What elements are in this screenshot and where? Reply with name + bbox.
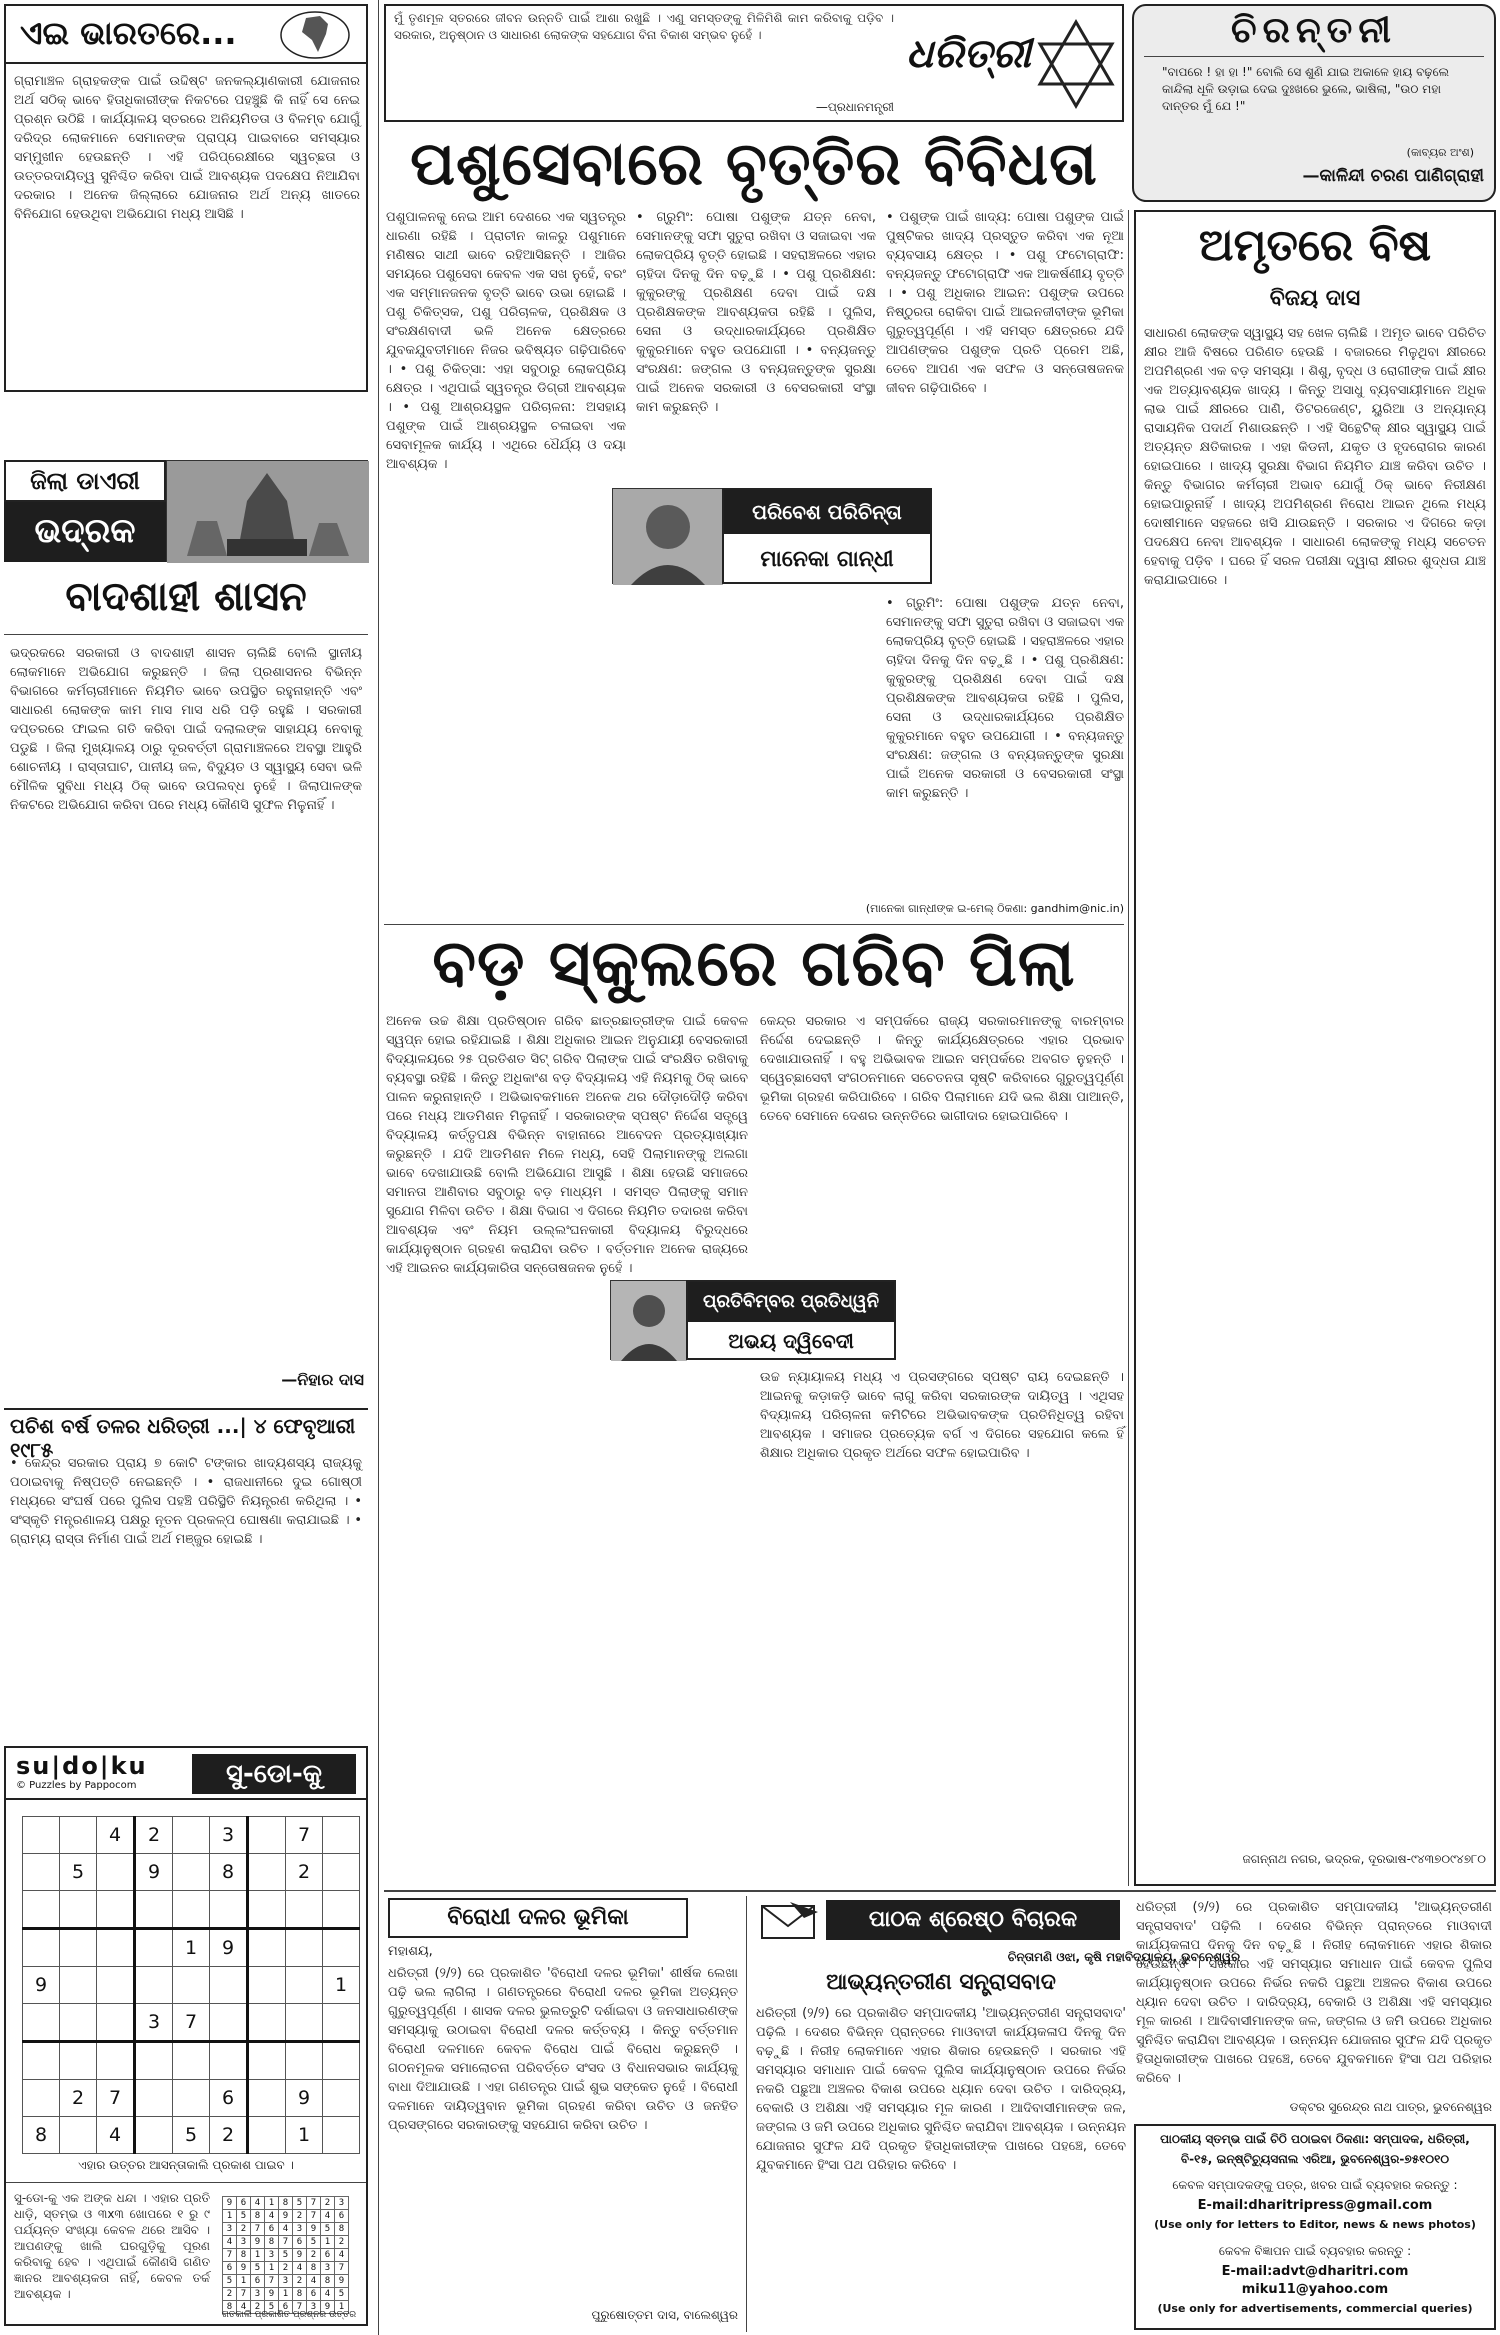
- sudoku-cell[interactable]: [210, 2004, 248, 2042]
- sudoku-cell[interactable]: 3: [135, 2004, 173, 2042]
- maneka-gandhi-name: ମାନେକା ଗାନ୍ଧୀ: [760, 547, 894, 572]
- sudoku-cell[interactable]: [97, 1854, 135, 1891]
- solution-cell: 7: [335, 2262, 349, 2275]
- ei-bharatare-box: [4, 4, 368, 392]
- sudoku-cell[interactable]: [173, 2080, 210, 2117]
- sudoku-cell[interactable]: 6: [210, 2080, 248, 2117]
- pathaka-body: ଧରିତ୍ରୀ (୨/୨) ରେ ପ୍ରକାଶିତ ସମ୍ପାଦକୀୟ 'ଆଭ୍ୟନ୍ତରୀଣ ସନ୍ତ୍ରାସବାଦ' ପଢ଼ିଲି । ଦେଶର ବିଭିନ୍ନ ପ୍ରାନ୍ତରେ ମାଓବାଦୀ କାର୍ଯ୍ୟକଳାପ ଦିନକୁ ଦିନ ବଢ଼ୁଛି । ନିରୀହ ଲୋକମାନେ ଏହାର ଶିକାର ହେଉଛନ୍ତି । ସରକାର ଏହି ସମସ୍ୟାର ସମାଧାନ ପାଇଁ କେବଳ ପୁଲିସ କାର୍ଯ୍ୟାନୁଷ୍ଠାନ ଉପରେ ନିର୍ଭର ନକରି ପଛୁଆ ଅଞ୍ଚଳର ବିକାଶ ଉପରେ ଧ୍ୟାନ ଦେବା ଉଚିତ । ଦାରିଦ୍ର୍ୟ, ବେକାରି ଓ ଅଶିକ୍ଷା ଏହି ସମସ୍ୟାର ମୂଳ କାରଣ । ଆଦିବାସୀମାନଙ୍କ ଜଳ, ଜଙ୍ଗଲ ଓ ଜମି ଉପରେ ଅଧିକାର ସୁନିଶ୍ଚିତ କରାଯିବା ଆବଶ୍ୟକ । ଉନ୍ନୟନ ଯୋଜନାର ସୁଫଳ ଯଦି ପ୍ରକୃତ ହିତାଧିକାରୀଙ୍କ ପାଖରେ ପହଞ୍ଚେ, ତେବେ ଯୁବକମାନେ ହିଂସା ପଥ ପରିହାର କରିବେ ।: [756, 2006, 1126, 2173]
- pathaka-body-right: ଧରିତ୍ରୀ (୨/୨) ରେ ପ୍ରକାଶିତ ସମ୍ପାଦକୀୟ 'ଆଭ୍ୟନ୍ତରୀଣ ସନ୍ତ୍ରାସବାଦ' ପଢ଼ିଲି । ଦେଶର ବିଭିନ୍ନ ପ୍ରାନ୍ତରେ ମାଓବାଦୀ କାର୍ଯ୍ୟକଳାପ ଦିନକୁ ଦିନ ବଢ଼ୁଛି । ନିରୀହ ଲୋକମାନେ ଏହାର ଶିକାର ହେଉଛନ୍ତି । ସରକାର ଏହି ସମସ୍ୟାର ସମାଧାନ ପାଇଁ କେବଳ ପୁଲିସ କାର୍ଯ୍ୟାନୁଷ୍ଠାନ ଉପରେ ନିର୍ଭର ନକରି ପଛୁଆ ଅଞ୍ଚଳର ବିକାଶ ଉପରେ ଧ୍ୟାନ ଦେବା ଉଚିତ । ଦାରିଦ୍ର୍ୟ, ବେକାରି ଓ ଅଶିକ୍ଷା ଏହି ସମସ୍ୟାର ମୂଳ କାରଣ । ଆଦିବାସୀମାନଙ୍କ ଜଳ, ଜଙ୍ଗଲ ଓ ଜମି ଉପରେ ଅଧିକାର ସୁନିଶ୍ଚିତ କରାଯିବା ଆବଶ୍ୟକ । ଉନ୍ନୟନ ଯୋଜନାର ସୁଫଳ ଯଦି ପ୍ରକୃତ ହିତାଧିକାରୀଙ୍କ ପାଖରେ ପହଞ୍ଚେ, ତେବେ ଯୁବକମାନେ ହିଂସା ପଥ ପରିହାର କରିବେ ।: [1136, 1900, 1492, 2086]
- pachisha-section: [4, 1408, 368, 1743]
- solution-cell: 6: [279, 2301, 293, 2314]
- solution-cell: 3: [335, 2197, 349, 2210]
- sudoku-cell[interactable]: [248, 2080, 286, 2117]
- advt-email-note: (Use only for advertisements, commercial queries): [1157, 2302, 1473, 2315]
- solution-cell: 8: [293, 2288, 307, 2301]
- sudoku-cell[interactable]: [97, 2042, 135, 2080]
- dharitri-logo-text: ଧରିତ୍ରୀ: [906, 30, 1031, 77]
- solution-row: [223, 2249, 349, 2262]
- sudoku-cell[interactable]: [323, 1929, 360, 1967]
- sudoku-cell[interactable]: [323, 2042, 360, 2080]
- masthead-quote: ମୁଁ ତୃଣମୂଳ ସ୍ତରରେ ଜୀବନ ଉନ୍ନତି ପାଇଁ ଆଶା ରଖୁଛି । ଏଣୁ ସମସ୍ତଙ୍କୁ ମିଳିମିଶି କାମ କରିବାକୁ ପଡ଼ିବ । ସରକାର, ଅନୁଷ୍ଠାନ ଓ ସାଧାରଣ ଲୋକଙ୍କ ସହଯୋଗ ବିନା ବିକାଶ ସମ୍ଭବ ନୁହେଁ ।: [394, 11, 894, 42]
- ei-bharatare-title: ଏଇ ଭାରତରେ...: [20, 14, 237, 52]
- amrutare-section: [1134, 210, 1496, 1886]
- solution-row: [223, 2288, 349, 2301]
- solution-cell: 8: [279, 2197, 293, 2210]
- pashuseba-footnote: (ମାନେକା ଗାନ୍ଧୀଙ୍କ ଇ-ମେଲ୍ ଠିକଣା: gandhim@nic.in): [865, 902, 1124, 915]
- pratibimbara-label: ପ୍ରତିବିମ୍ବର ପ୍ରତିଧ୍ୱନି: [688, 1282, 894, 1322]
- solution-cell: 7: [265, 2275, 279, 2288]
- sudoku-cell[interactable]: [323, 1854, 360, 1891]
- sudoku-cell[interactable]: [60, 2117, 97, 2154]
- sudoku-cell[interactable]: [286, 2004, 323, 2042]
- sudoku-row: [23, 1929, 360, 1967]
- sudoku-cell[interactable]: [60, 2004, 97, 2042]
- sudoku-cell[interactable]: [60, 1817, 97, 1854]
- chirantana-body: "ବାପରେ ! ହା ହା !" ବୋଲି ସେ ଶୁଣି ଯାଇ ଅକାଳେ ହାୟ ବଢ଼ଲେ କାନ୍ଦିଲା ଧୂଳି ଉଡ଼ାଇ ଦେଇ ଦୁଃଖରେ ଭୁଲେ, ଭାଷିଲା, "ଉଠ ମହା ଦାନ୍ତର ମୁଁ ଯେ !": [1162, 65, 1450, 113]
- sudoku-brand: su|do|ku: [16, 1752, 148, 1780]
- solution-cell: 5: [307, 2236, 321, 2249]
- sudoku-grid[interactable]: [22, 1816, 360, 2154]
- address-line3: କେବଳ ସମ୍ପାଦକଙ୍କୁ ପତ୍ର, ଖବର ପାଇଁ ବ୍ୟବହାର କରନ୍ତୁ :: [1172, 2178, 1458, 2192]
- sudoku-howto: ସୁ-ଡୋ-କୁ ଏକ ଅଙ୍କ ଧନ୍ଦା । ଏହାର ପ୍ରତି ଧାଡ଼ି, ସ୍ତମ୍ଭ ଓ ୩x୩ ଖୋପରେ ୧ ରୁ ୯ ପର୍ଯ୍ୟନ୍ତ ସଂଖ୍ୟା କେବଳ ଥରେ ଆସିବ । ଆପଣଙ୍କୁ ଖାଲି ଘରଗୁଡ଼ିକୁ ପୂରଣ କରିବାକୁ ହେବ । ଏଥିପାଇଁ କୌଣସି ଗଣିତ ଜ୍ଞାନର ଆବଶ୍ୟକତା ନାହିଁ, କେବଳ ତର୍କ ଆବଶ୍ୟକ ।: [14, 2191, 210, 2301]
- solution-cell: 7: [293, 2301, 307, 2314]
- divider: [1144, 56, 1484, 57]
- amrutare-footer: ଜଗନ୍ନାଥ ନଗର, ଭଦ୍ରକ, ଦୂରଭାଷ-୯୪୩୭୦୯୪୭୮୦: [1242, 1852, 1486, 1866]
- sudoku-cell[interactable]: 9: [135, 1854, 173, 1891]
- divider: [384, 1890, 1496, 1892]
- pathaka-header: [756, 1898, 1126, 1944]
- solution-cell: 7: [223, 2249, 237, 2262]
- solution-cell: 6: [223, 2262, 237, 2275]
- solution-row: [223, 2223, 349, 2236]
- sudoku-cell[interactable]: [248, 1854, 286, 1891]
- pachisha-title: ପଚିଶ ବର୍ଷ ତଳର ଧରିତ୍ରୀ ...| ୪ ଫେବୃଆରୀ ୧୯୮୫: [10, 1414, 356, 1462]
- solution-cell: 3: [237, 2236, 251, 2249]
- bada-school-col2-top: କେନ୍ଦ୍ର ସରକାର ଏ ସମ୍ପର୍କରେ ରାଜ୍ୟ ସରକାରମାନଙ୍କୁ ବାରମ୍ବାର ନିର୍ଦ୍ଦେଶ ଦେଇଛନ୍ତି । କିନ୍ତୁ କାର୍ଯ୍ୟକ୍ଷେତ୍ରରେ ଏହାର ପ୍ରଭାବ ଦେଖାଯାଉନାହିଁ । ବହୁ ଅଭିଭାବକ ଆଇନ ସମ୍ପର୍କରେ ଅବଗତ ନୁହନ୍ତି । ସ୍ୱେଚ୍ଛାସେବୀ ସଂଗଠନମାନେ ସଚେତନତା ସୃଷ୍ଟି କରିବାରେ ଗୁରୁତ୍ୱପୂର୍ଣ୍ଣ ଭୂମିକା ଗ୍ରହଣ କରିପାରିବେ । ଗରିବ ପିଲାମାନେ ଯଦି ଭଲ ଶିକ୍ଷା ପାଆନ୍ତି, ତେବେ ସେମାନେ ଦେଶର ଉନ୍ନତିରେ ଭାଗୀଦାର ହୋଇପାରିବେ ।: [760, 1014, 1124, 1124]
- sudoku-cell[interactable]: [248, 1929, 286, 1967]
- jila-diary-byline: —ନିହାର ଦାସ: [281, 1370, 364, 1389]
- sudoku-row: [23, 1854, 360, 1891]
- solution-cell: 2: [293, 2275, 307, 2288]
- sudoku-cell[interactable]: 5: [60, 1854, 97, 1891]
- solution-cell: 3: [265, 2249, 279, 2262]
- sudoku-cell[interactable]: 7: [97, 2080, 135, 2117]
- amrutare-author: ବିଜୟ ଦାସ: [1269, 286, 1361, 311]
- divider: [384, 924, 1124, 925]
- temple-photo: [166, 460, 368, 562]
- solution-cell: 8: [335, 2223, 349, 2236]
- solution-cell: 9: [223, 2197, 237, 2210]
- solution-cell: 8: [223, 2301, 237, 2314]
- sudoku-cell[interactable]: [210, 1891, 248, 1929]
- sudoku-box: [4, 1746, 368, 2326]
- solution-cell: 3: [321, 2262, 335, 2275]
- sudoku-cell[interactable]: 4: [97, 1817, 135, 1854]
- pathaka-letter-title: ଆଭ୍ୟନ୍ତରୀଣ ସନ୍ତ୍ରାସବାଦ: [826, 1970, 1056, 1995]
- sudoku-cell[interactable]: [23, 2042, 60, 2080]
- divider: [6, 2182, 366, 2183]
- solution-cell: 3: [293, 2223, 307, 2236]
- solution-cell: 9: [237, 2262, 251, 2275]
- solution-cell: 7: [307, 2197, 321, 2210]
- solution-cell: 5: [293, 2197, 307, 2210]
- sudoku-cell[interactable]: [210, 2042, 248, 2080]
- india-map-icon: [278, 10, 352, 60]
- sudoku-cell[interactable]: 3: [210, 1817, 248, 1854]
- birodhi-title: ବିରୋଧୀ ଦଳର ଭୂମିକା: [447, 1905, 629, 1930]
- solution-cell: 6: [307, 2288, 321, 2301]
- solution-cell: 1: [251, 2249, 265, 2262]
- sudoku-cell[interactable]: 9: [23, 1967, 60, 2004]
- sudoku-cell[interactable]: [60, 2042, 97, 2080]
- pathaka-sender: ଚିନ୍ତାମଣି ଓଝା, କୃଷି ମହାବିଦ୍ୟାଳୟ, ଭୁବନେଶ୍ୱର: [1007, 1950, 1241, 1964]
- jila-diary-district: ଭଦ୍ରକ: [34, 511, 136, 551]
- solution-cell: 2: [279, 2262, 293, 2275]
- sudoku-cell[interactable]: [135, 2042, 173, 2080]
- sudoku-row: [23, 2080, 360, 2117]
- sudoku-cell[interactable]: [248, 2004, 286, 2042]
- sudoku-cell[interactable]: 2: [135, 1817, 173, 1854]
- solution-cell: 4: [237, 2301, 251, 2314]
- solution-cell: 7: [251, 2223, 265, 2236]
- sudoku-cell[interactable]: [248, 1891, 286, 1929]
- advt-email[interactable]: E-mail:advt@dharitri.com: [1221, 2264, 1409, 2279]
- bada-school-col1: ଅନେକ ଉଚ୍ଚ ଶିକ୍ଷା ପ୍ରତିଷ୍ଠାନ ଗରିବ ଛାତ୍ରଛାତ୍ରୀଙ୍କ ପାଇଁ କେବଳ ସ୍ୱପ୍ନ ହୋଇ ରହିଯାଇଛି । ଶିକ୍ଷା ଅଧିକାର ଆଇନ ଅନୁଯାୟୀ ବେସରକାରୀ ବିଦ୍ୟାଳୟରେ ୨୫ ପ୍ରତିଶତ ସିଟ୍ ଗରିବ ପିଲାଙ୍କ ପାଇଁ ସଂରକ୍ଷିତ ରଖିବାକୁ ବ୍ୟବସ୍ଥା ରହିଛି । କିନ୍ତୁ ଅଧିକାଂଶ ବଡ଼ ବିଦ୍ୟାଳୟ ଏହି ନିୟମକୁ ଠିକ୍ ଭାବେ ପାଳନ କରୁନାହାନ୍ତି । ଅଭିଭାବକମାନେ ଅନେକ ଥର ଦୌଡ଼ାଦୌଡ଼ି କରିବା ପରେ ମଧ୍ୟ ଆଡମିଶନ ମିଳୁନାହିଁ । ସରକାରଙ୍କ ସ୍ପଷ୍ଟ ନିର୍ଦ୍ଦେଶ ସତ୍ତ୍ୱେ ବିଦ୍ୟାଳୟ କର୍ତ୍ତୃପକ୍ଷ ବିଭିନ୍ନ ବାହାନାରେ ଆବେଦନ ପ୍ରତ୍ୟାଖ୍ୟାନ କରୁଛନ୍ତି । ଯଦି ଆଡମିଶନ ମିଳେ ମଧ୍ୟ, ସେହି ପିଲାମାନଙ୍କୁ ଅଲଗା ଭାବେ ଦେଖାଯାଉଛି ବୋଲି ଅଭିଯୋଗ ଆସୁଛି । ଶିକ୍ଷା ହେଉଛି ସମାଜରେ ସମାନତା ଆଣିବାର ସବୁଠାରୁ ବଡ଼ ମାଧ୍ୟମ । ସମସ୍ତ ପିଲାଙ୍କୁ ସମାନ ସୁଯୋଗ ମିଳିବା ଉଚିତ । ଶିକ୍ଷା ବିଭାଗ ଏ ଦିଗରେ ନିୟମିତ ତଦାରଖ କରିବା ଆବଶ୍ୟକ ଏବଂ ନିୟମ ଉଲ୍ଲଂଘନକାରୀ ବିଦ୍ୟାଳୟ ବିରୁଦ୍ଧରେ କାର୍ଯ୍ୟାନୁଷ୍ଠାନ ଗ୍ରହଣ କରାଯିବା ଉଚିତ । ବର୍ତ୍ତମାନ ଅନେକ ରାଜ୍ୟରେ ଏହି ଆଇନର କାର୍ଯ୍ୟକାରିତା ସନ୍ତୋଷଜନକ ନୁହେଁ ।: [386, 1014, 748, 1276]
- column-rule: [1128, 210, 1129, 1886]
- solution-row: [223, 2236, 349, 2249]
- parivesha-label: ପରିବେଶ ପରିଚିନ୍ତା: [724, 490, 930, 534]
- sudoku-cell[interactable]: [97, 2004, 135, 2042]
- sudoku-cell[interactable]: 7: [286, 1817, 323, 1854]
- solution-cell: 3: [279, 2275, 293, 2288]
- sudoku-cell[interactable]: [23, 1929, 60, 1967]
- solution-cell: 1: [321, 2236, 335, 2249]
- masthead-quote-author: —ପ୍ରଧାନମନ୍ତ୍ରୀ: [815, 100, 894, 114]
- sudoku-cell[interactable]: [135, 1891, 173, 1929]
- sudoku-cell[interactable]: 2: [210, 2117, 248, 2154]
- solution-cell: 2: [237, 2223, 251, 2236]
- solution-cell: 2: [293, 2210, 307, 2223]
- sudoku-cell[interactable]: 5: [173, 2117, 210, 2154]
- sudoku-cell[interactable]: [323, 2117, 360, 2154]
- sudoku-cell[interactable]: [23, 1854, 60, 1891]
- sudoku-cell[interactable]: [248, 1817, 286, 1854]
- sudoku-header: [6, 1748, 366, 1800]
- sudoku-cell[interactable]: 2: [60, 2080, 97, 2117]
- sudoku-solution-caption: ଗତକାଲି ପ୍ରକାଶିତ ପ୍ରଶ୍ନର ଉତ୍ତର: [221, 2310, 357, 2320]
- address-line2: ବି-୧୫, ଇନ୍ଷ୍ଟିଚ୍ୟୁସନାଲ ଏରିଆ, ଭୁବନେଶ୍ୱର-୭୫୧୦୧୦: [1180, 2152, 1450, 2166]
- solution-cell: 3: [251, 2288, 265, 2301]
- solution-cell: 4: [321, 2288, 335, 2301]
- solution-cell: 5: [251, 2262, 265, 2275]
- sudoku-cell[interactable]: [173, 2042, 210, 2080]
- sudoku-cell[interactable]: [286, 1929, 323, 1967]
- divider: [4, 634, 368, 635]
- ei-bharatare-body: ଗ୍ରାମାଞ୍ଚଳ ଗ୍ରାହକଙ୍କ ପାଇଁ ଉଦ୍ଦିଷ୍ଟ ଜନକଲ୍ୟାଣକାରୀ ଯୋଜନାର ଅର୍ଥ ସଠିକ୍ ଭାବେ ହିତାଧିକାରୀଙ୍କ ନିକଟରେ ପହଞ୍ଚୁଛି କି ନାହିଁ ସେ ନେଇ ପ୍ରଶ୍ନ ଉଠିଛି । କାର୍ଯ୍ୟାଳୟ ସ୍ତରରେ ଅନିୟମିତତା ଓ ବିଳମ୍ବ ଯୋଗୁଁ ଦରିଦ୍ର ଲୋକମାନେ ସେମାନଙ୍କ ପ୍ରାପ୍ୟ ପାଇବାରେ ସମସ୍ୟାର ସମ୍ମୁଖୀନ ହେଉଛନ୍ତି । ଏହି ପରିପ୍ରେକ୍ଷୀରେ ସ୍ୱଚ୍ଛତା ଓ ଉତ୍ତରଦାୟିତ୍ୱ ସୁନିଶ୍ଚିତ କରିବା ପାଇଁ ଆବଶ୍ୟକ ପଦକ୍ଷେପ ନିଆଯିବା ଦରକାର । ଅନେକ ଜିଲ୍ଲାରେ ଯୋଜନାର ଅର୍ଥ ଅନ୍ୟ ଖାତରେ ବିନିଯୋଗ ହେଉଥିବା ଅଭିଯୋଗ ମଧ୍ୟ ଆସିଛି ।: [14, 74, 360, 222]
- editor-email[interactable]: E-mail:dharitripress@gmail.com: [1197, 2198, 1433, 2213]
- chirantana-source: (କାବ୍ୟର ଅଂଶ): [1406, 146, 1474, 159]
- chirantana-title: ଚିରନ୍ତନୀ: [1230, 10, 1397, 51]
- sudoku-cell[interactable]: [23, 1817, 60, 1854]
- sudoku-cell[interactable]: [173, 1854, 210, 1891]
- amrutare-headline: ଅମୃତରେ ବିଷ: [1198, 220, 1432, 271]
- solution-cell: 9: [293, 2249, 307, 2262]
- sudoku-cell[interactable]: 4: [97, 2117, 135, 2154]
- sudoku-cell[interactable]: [60, 1929, 97, 1967]
- solution-cell: 2: [321, 2197, 335, 2210]
- solution-row: [223, 2210, 349, 2223]
- solution-cell: 3: [223, 2223, 237, 2236]
- solution-cell: 5: [321, 2223, 335, 2236]
- solution-cell: 1: [237, 2275, 251, 2288]
- editor-email-note: (Use only for letters to Editor, news & news photos): [1154, 2218, 1476, 2231]
- abhay-dwivedi-name: ଅଭୟ ଦ୍ୱିବେଦୀ: [728, 1329, 854, 1353]
- sudoku-cell[interactable]: [60, 1891, 97, 1929]
- sudoku-cell[interactable]: [135, 2080, 173, 2117]
- solution-cell: 5: [335, 2288, 349, 2301]
- sudoku-cell[interactable]: [135, 1929, 173, 1967]
- solution-cell: 4: [293, 2262, 307, 2275]
- sudoku-cell[interactable]: [135, 2117, 173, 2154]
- author-portrait: [613, 489, 723, 585]
- sudoku-cell[interactable]: [248, 1967, 286, 2004]
- birodhi-salutation: ମହାଶୟ,: [388, 1944, 433, 1959]
- pashuseba-col2: • ଗ୍ରୁମିଂ: ପୋଷା ପଶୁଙ୍କ ଯତ୍ନ ନେବା, ସେମାନଙ୍କୁ ସଫା ସୁତୁରା ରଖିବା ଓ ସଜାଇବା ଏକ ଲୋକପ୍ରିୟ ବୃତ୍ତି ହୋଇଛି । ସହରାଞ୍ଚଳରେ ଏହାର ଚାହିଦା ଦିନକୁ ଦିନ ବଢ଼ୁଛି । • ପଶୁ ପ୍ରଶିକ୍ଷଣ: କୁକୁରଙ୍କୁ ପ୍ରଶିକ୍ଷଣ ଦେବା ପାଇଁ ଦକ୍ଷ ପ୍ରଶିକ୍ଷକଙ୍କ ଆବଶ୍ୟକତା ରହିଛି । ପୁଲିସ, ସେନା ଓ ଉଦ୍ଧାରକାର୍ଯ୍ୟରେ ପ୍ରଶିକ୍ଷିତ କୁକୁରମାନେ ବହୁତ ଉପଯୋଗୀ । • ବନ୍ୟଜନ୍ତୁ ସଂରକ୍ଷଣ: ଜଙ୍ଗଲ ଓ ବନ୍ୟଜନ୍ତୁଙ୍କ ସୁରକ୍ଷା ପାଇଁ ଅନେକ ସରକାରୀ ଓ ବେସରକାରୀ ସଂସ୍ଥା କାମ କରୁଛନ୍ତି ।: [636, 210, 876, 415]
- sudoku-cell[interactable]: 1: [323, 1967, 360, 2004]
- sudoku-cell[interactable]: [210, 1967, 248, 2004]
- solution-cell: 4: [251, 2197, 265, 2210]
- solution-cell: 8: [251, 2210, 265, 2223]
- author-portrait: [611, 1281, 687, 1361]
- solution-row: [223, 2262, 349, 2275]
- solution-cell: 1: [279, 2288, 293, 2301]
- sudoku-row: [23, 2004, 360, 2042]
- solution-cell: 1: [265, 2197, 279, 2210]
- solution-cell: 1: [335, 2301, 349, 2314]
- solution-cell: 5: [237, 2210, 251, 2223]
- solution-cell: 4: [265, 2210, 279, 2223]
- column-rule: [378, 0, 379, 2335]
- solution-row: [223, 2197, 349, 2210]
- solution-row: [223, 2275, 349, 2288]
- sudoku-cell[interactable]: [323, 2080, 360, 2117]
- solution-cell: 2: [307, 2249, 321, 2262]
- address-line1: ପାଠକୀୟ ସ୍ତମ୍ଭ ପାଇଁ ଚିଠି ପଠାଇବା ଠିକଣା: ସମ୍ପାଦକ, ଧରିତ୍ରୀ,: [1160, 2132, 1470, 2146]
- sudoku-cell[interactable]: [97, 1891, 135, 1929]
- sudoku-title-odia: ସୁ-ଡୋ-କୁ: [192, 1754, 356, 1794]
- sudoku-cell[interactable]: [60, 1967, 97, 2004]
- solution-cell: 6: [237, 2197, 251, 2210]
- solution-cell: 8: [237, 2249, 251, 2262]
- masthead-box: [384, 4, 1124, 122]
- solution-cell: 7: [279, 2236, 293, 2249]
- sudoku-cell[interactable]: [286, 1891, 323, 1929]
- solution-cell: 4: [335, 2249, 349, 2262]
- sudoku-cell[interactable]: [173, 1967, 210, 2004]
- sudoku-cell[interactable]: [173, 1891, 210, 1929]
- solution-cell: 5: [279, 2249, 293, 2262]
- sudoku-cell[interactable]: 7: [173, 2004, 210, 2042]
- address-line4: କେବଳ ବିଜ୍ଞାପନ ପାଇଁ ବ୍ୟବହାର କରନ୍ତୁ :: [1218, 2244, 1412, 2258]
- sudoku-cell[interactable]: [248, 2117, 286, 2154]
- solution-cell: 6: [251, 2275, 265, 2288]
- envelope-icon: [760, 1900, 820, 1942]
- sudoku-cell[interactable]: 2: [286, 1854, 323, 1891]
- solution-cell: 8: [307, 2262, 321, 2275]
- sudoku-row: [23, 2042, 360, 2080]
- solution-cell: 2: [223, 2288, 237, 2301]
- solution-cell: 4: [279, 2223, 293, 2236]
- chirantana-author: —କାଳିନ୍ଦୀ ଚରଣ ପାଣିଗ୍ରାହୀ: [1302, 166, 1484, 186]
- jila-diary-district-band: [4, 502, 166, 562]
- sudoku-cell[interactable]: [97, 1929, 135, 1967]
- chirantana-box: [1132, 4, 1496, 202]
- solution-cell: 5: [223, 2275, 237, 2288]
- sudoku-cell[interactable]: [173, 1817, 210, 1854]
- pashuseba-col3-bottom: • ଗ୍ରୁମିଂ: ପୋଷା ପଶୁଙ୍କ ଯତ୍ନ ନେବା, ସେମାନଙ୍କୁ ସଫା ସୁତୁରା ରଖିବା ଓ ସଜାଇବା ଏକ ଲୋକପ୍ରିୟ ବୃତ୍ତି ହୋଇଛି । ସହରାଞ୍ଚଳରେ ଏହାର ଚାହିଦା ଦିନକୁ ଦିନ ବଢ଼ୁଛି । • ପଶୁ ପ୍ରଶିକ୍ଷଣ: କୁକୁରଙ୍କୁ ପ୍ରଶିକ୍ଷଣ ଦେବା ପାଇଁ ଦକ୍ଷ ପ୍ରଶିକ୍ଷକଙ୍କ ଆବଶ୍ୟକତା ରହିଛି । ପୁଲିସ, ସେନା ଓ ଉଦ୍ଧାରକାର୍ଯ୍ୟରେ ପ୍ରଶିକ୍ଷିତ କୁକୁରମାନେ ବହୁତ ଉପଯୋଗୀ । • ବନ୍ୟଜନ୍ତୁ ସଂରକ୍ଷଣ: ଜଙ୍ଗଲ ଓ ବନ୍ୟଜନ୍ତୁଙ୍କ ସୁରକ୍ଷା ପାଇଁ ଅନେକ ସରକାରୀ ଓ ବେସରକାରୀ ସଂସ୍ଥା କାମ କରୁଛନ୍ତି ।: [886, 596, 1124, 801]
- solution-cell: 6: [265, 2223, 279, 2236]
- sudoku-cell[interactable]: 8: [23, 2117, 60, 2154]
- sudoku-cell[interactable]: [23, 1891, 60, 1929]
- jila-diary-label: ଜିଲା ଡାଏରୀ: [30, 467, 140, 495]
- abhay-dwivedi-photo: [610, 1280, 686, 1360]
- sudoku-row: [23, 1967, 360, 2004]
- sudoku-cell[interactable]: [135, 1967, 173, 2004]
- pathaka-title: ପାଠକ ଶ୍ରେଷ୍ଠ ବିଚାରକ: [826, 1900, 1120, 1940]
- solution-cell: 4: [223, 2236, 237, 2249]
- solution-cell: 9: [265, 2288, 279, 2301]
- sudoku-cell[interactable]: [286, 1967, 323, 2004]
- solution-cell: 7: [307, 2210, 321, 2223]
- birodhi-signoff: ପୁରୁଷୋତ୍ତମ ଦାସ, ବାଲେଶ୍ୱର: [591, 2308, 738, 2322]
- solution-cell: 6: [335, 2210, 349, 2223]
- sudoku-row: [23, 1891, 360, 1929]
- solution-cell: 8: [321, 2275, 335, 2288]
- solution-cell: 2: [335, 2236, 349, 2249]
- parivesha-label-box: [722, 488, 932, 584]
- sudoku-cell[interactable]: [286, 2042, 323, 2080]
- star-of-david-icon: [1034, 14, 1118, 114]
- ei-bharatare-header: [6, 6, 366, 64]
- sudoku-row: [23, 2117, 360, 2154]
- pashuseba-col3-top: • ପଶୁଙ୍କ ପାଇଁ ଖାଦ୍ୟ: ପୋଷା ପଶୁଙ୍କ ପାଇଁ ପୁଷ୍ଟିକର ଖାଦ୍ୟ ପ୍ରସ୍ତୁତ କରିବା ଏକ ନୂଆ ବ୍ୟବସାୟ କ୍ଷେତ୍ର । • ପଶୁ ଫଟୋଗ୍ରାଫି: ବନ୍ୟଜନ୍ତୁ ଫଟୋଗ୍ରାଫି ଏକ ଆକର୍ଷଣୀୟ ବୃତ୍ତି । • ପଶୁ ଅଧିକାର ଆଇନ: ପଶୁଙ୍କ ଉପରେ ନିଷ୍ଠୁରତା ରୋକିବା ପାଇଁ ଆଇନଜୀବୀଙ୍କ ଭୂମିକା ଗୁରୁତ୍ୱପୂର୍ଣ୍ଣ । ଏହି ସମସ୍ତ କ୍ଷେତ୍ରରେ ଯଦି ଆପଣଙ୍କର ପଶୁଙ୍କ ପ୍ରତି ପ୍ରେମ ଅଛି, ତେବେ ଆପଣ ଏକ ସଫଳ ଓ ସନ୍ତୋଷଜନକ ଜୀବନ ଗଢ଼ିପାରିବେ ।: [886, 210, 1124, 396]
- column-rule: [746, 1896, 747, 2332]
- sudoku-cell[interactable]: [23, 2004, 60, 2042]
- sudoku-cell[interactable]: [323, 1891, 360, 1929]
- jila-diary-headline: ବାଦଶାହୀ ଶାସନ: [65, 574, 307, 620]
- solution-cell: 6: [293, 2236, 307, 2249]
- sudoku-cell[interactable]: [23, 2080, 60, 2117]
- jila-diary-body: ଭଦ୍ରକରେ ସରକାରୀ ଓ ବାଦଶାହୀ ଶାସନ ଚାଲିଛି ବୋଲି ସ୍ଥାନୀୟ ଲୋକମାନେ ଅଭିଯୋଗ କରୁଛନ୍ତି । ଜିଲା ପ୍ରଶାସନର ବିଭିନ୍ନ ବିଭାଗରେ କର୍ମଚାରୀମାନେ ନିୟମିତ ଭାବେ ଉପସ୍ଥିତ ରହୁନାହାନ୍ତି ଏବଂ ସାଧାରଣ ଲୋକଙ୍କ କାମ ମାସ ମାସ ଧରି ପଡ଼ି ରହୁଛି । ସରକାରୀ ଦପ୍ତରରେ ଫାଇଲ ଗତି କରିବା ପାଇଁ ଦଲାଲଙ୍କ ସାହାଯ୍ୟ ନେବାକୁ ପଡୁଛି । ଜିଲା ମୁଖ୍ୟାଳୟ ଠାରୁ ଦୂରବର୍ତ୍ତୀ ଗ୍ରାମାଞ୍ଚଳରେ ଅବସ୍ଥା ଆହୁରି ଶୋଚନୀୟ । ରାସ୍ତାଘାଟ, ପାନୀୟ ଜଳ, ବିଦ୍ୟୁତ ଓ ସ୍ୱାସ୍ଥ୍ୟ ସେବା ଭଳି ମୌଳିକ ସୁବିଧା ମଧ୍ୟ ଠିକ୍ ଭାବେ ଉପଲବ୍ଧ ନୁହେଁ । ଜିଲାପାଳଙ୍କ ନିକଟରେ ଅଭିଯୋଗ କରିବା ପରେ ମଧ୍ୟ କୌଣସି ସୁଫଳ ମିଳୁନାହିଁ ।: [10, 646, 362, 813]
- solution-cell: 2: [251, 2301, 265, 2314]
- sudoku-cell[interactable]: 1: [286, 2117, 323, 2154]
- birodhi-title-box: [388, 1898, 688, 1938]
- address-box: [1134, 2124, 1496, 2330]
- maneka-gandhi-photo: [612, 488, 722, 584]
- advt-email-2[interactable]: miku11@yahoo.com: [1241, 2282, 1389, 2297]
- solution-cell: 5: [265, 2301, 279, 2314]
- solution-cell: 4: [321, 2210, 335, 2223]
- sudoku-cell[interactable]: [97, 1967, 135, 2004]
- sudoku-cell[interactable]: 9: [210, 1929, 248, 1967]
- sudoku-cell[interactable]: [323, 2004, 360, 2042]
- sudoku-answer-note: ଏହାର ଉତ୍ତର ଆସନ୍ତାକାଲି ପ୍ରକାଶ ପାଇବ ।: [78, 2158, 294, 2172]
- solution-cell: 9: [321, 2301, 335, 2314]
- sudoku-cell[interactable]: 8: [210, 1854, 248, 1891]
- sudoku-cell[interactable]: [248, 2042, 286, 2080]
- solution-cell: 9: [279, 2210, 293, 2223]
- pachisha-body: • କେନ୍ଦ୍ର ସରକାର ପ୍ରାୟ ୭ କୋଟି ଟଙ୍କାର ଖାଦ୍ୟଶସ୍ୟ ରାଜ୍ୟକୁ ପଠାଇବାକୁ ନିଷ୍ପତ୍ତି ନେଇଛନ୍ତି । • ରାଜଧାନୀରେ ଦୁଇ ଗୋଷ୍ଠୀ ମଧ୍ୟରେ ସଂଘର୍ଷ ପରେ ପୁଲିସ ପହଞ୍ଚି ପରିସ୍ଥିତି ନିୟନ୍ତ୍ରଣ କରିଥିଲା । • ସଂସ୍କୃତି ମନ୍ତ୍ରଣାଳୟ ପକ୍ଷରୁ ନୂତନ ପ୍ରକଳ୍ପ ଘୋଷଣା କରାଯାଇଛି । • ଗ୍ରାମ୍ୟ ରାସ୍ତା ନିର୍ମାଣ ପାଇଁ ଅର୍ଥ ମଞ୍ଜୁର ହୋଇଛି ।: [10, 1456, 362, 1547]
- solution-cell: 7: [237, 2288, 251, 2301]
- solution-cell: 3: [307, 2301, 321, 2314]
- bada-school-headline: ବଡ଼ ସ୍କୁଲରେ ଗରିବ ପିଲା: [432, 927, 1076, 1001]
- solution-cell: 8: [265, 2236, 279, 2249]
- amrutare-body: ସାଧାରଣ ଲୋକଙ୍କ ସ୍ୱାସ୍ଥ୍ୟ ସହ ଖେଳ ଚାଲିଛି । ଅମୃତ ଭାବେ ପରିଚିତ କ୍ଷୀର ଆଜି ବିଷରେ ପରିଣତ ହେଉଛି । ବଜାରରେ ମିଳୁଥିବା କ୍ଷୀରରେ ଅପମିଶ୍ରଣ ଏକ ବଡ଼ ସମସ୍ୟା । ଶିଶୁ, ବୃଦ୍ଧ ଓ ରୋଗୀଙ୍କ ପାଇଁ କ୍ଷୀର ଏକ ଅତ୍ୟାବଶ୍ୟକ ଖାଦ୍ୟ । କିନ୍ତୁ ଅସାଧୁ ବ୍ୟବସାୟୀମାନେ ଅଧିକ ଲାଭ ପାଇଁ କ୍ଷୀରରେ ପାଣି, ଡିଟରଜେଣ୍ଟ, ୟୁରିଆ ଓ ଅନ୍ୟାନ୍ୟ ରାସାୟନିକ ପଦାର୍ଥ ମିଶାଉଛନ୍ତି । ଏହି ସିନ୍ଥେଟିକ୍ କ୍ଷୀର ସ୍ୱାସ୍ଥ୍ୟ ପାଇଁ ଅତ୍ୟନ୍ତ କ୍ଷତିକାରକ । ଏହା କିଡନୀ, ଯକୃତ ଓ ହୃଦରୋଗର କାରଣ ହୋଇପାରେ । ଖାଦ୍ୟ ସୁରକ୍ଷା ବିଭାଗ ନିୟମିତ ଯାଞ୍ଚ କରିବା ଉଚିତ । କିନ୍ତୁ ବିଭାଗର କର୍ମଚାରୀ ଅଭାବ ଯୋଗୁଁ ଠିକ୍ ଭାବେ ନିରୀକ୍ଷଣ ହୋଇପାରୁନାହିଁ । ଖାଦ୍ୟ ଅପମିଶ୍ରଣ ନିରୋଧ ଆଇନ ଥିଲେ ମଧ୍ୟ ଦୋଷୀମାନେ ସହଜରେ ଖସି ଯାଉଛନ୍ତି । ସରକାର ଏ ଦିଗରେ କଡ଼ା ପଦକ୍ଷେପ ନେବା ଆବଶ୍ୟକ । ସାଧାରଣ ଲୋକଙ୍କୁ ମଧ୍ୟ ସଚେତନ ହେବାକୁ ପଡ଼ିବ । ଘରେ ହିଁ ସରଳ ପରୀକ୍ଷା ଦ୍ୱାରା କ୍ଷୀରର ଶୁଦ୍ଧତା ଯାଞ୍ଚ କରାଯାଇପାରେ ।: [1144, 326, 1486, 588]
- solution-cell: 9: [251, 2236, 265, 2249]
- solution-cell: 9: [307, 2223, 321, 2236]
- birodhi-body: ଧରିତ୍ରୀ (୨/୨) ରେ ପ୍ରକାଶିତ 'ବିରୋଧୀ ଦଳର ଭୂମିକା' ଶୀର୍ଷକ ଲେଖା ପଢ଼ି ଭଲ ଲାଗିଲା । ଗଣତନ୍ତ୍ରରେ ବିରୋଧୀ ଦଳର ଭୂମିକା ଅତ୍ୟନ୍ତ ଗୁରୁତ୍ୱପୂର୍ଣ୍ଣ । ଶାସକ ଦଳର ଭୁଲତ୍ରୁଟି ଦର୍ଶାଇବା ଓ ଜନସାଧାରଣଙ୍କ ସମସ୍ୟାକୁ ଉଠାଇବା ବିରୋଧୀ ଦଳର କର୍ତ୍ତବ୍ୟ । କିନ୍ତୁ ବର୍ତ୍ତମାନ ବିରୋଧୀ ଦଳମାନେ କେବଳ ବିରୋଧ ପାଇଁ ବିରୋଧ କରୁଛନ୍ତି । ଗଠନମୂଳକ ସମାଲୋଚନା ପରିବର୍ତ୍ତେ ସଂସଦ ଓ ବିଧାନସଭାର କାର୍ଯ୍ୟକୁ ବାଧା ଦିଆଯାଉଛି । ଏହା ଗଣତନ୍ତ୍ର ପାଇଁ ଶୁଭ ସଙ୍କେତ ନୁହେଁ । ବିରୋଧୀ ଦଳମାନେ ଦାୟିତ୍ୱବାନ ଭୂମିକା ଗ୍ରହଣ କରିବା ଉଚିତ ଓ ଜନହିତ ପ୍ରସଙ୍ଗରେ ସରକାରଙ୍କୁ ସହଯୋଗ କରିବା ଉଚିତ ।: [388, 1966, 738, 2133]
- solution-cell: 1: [265, 2262, 279, 2275]
- solution-cell: 6: [321, 2249, 335, 2262]
- solution-cell: 4: [307, 2275, 321, 2288]
- pathaka-signoff: ଡକ୍ଟର ସୁରେନ୍ଦ୍ର ନାଥ ପାତ୍ର, ଭୁବନେଶ୍ୱର: [1289, 2100, 1492, 2114]
- sudoku-cell[interactable]: 1: [173, 1929, 210, 1967]
- bada-school-col2-bottom: ଉଚ୍ଚ ନ୍ୟାୟାଳୟ ମଧ୍ୟ ଏ ପ୍ରସଙ୍ଗରେ ସ୍ପଷ୍ଟ ରାୟ ଦେଇଛନ୍ତି । ଆଇନକୁ କଡ଼ାକଡ଼ି ଭାବେ ଲାଗୁ କରିବା ସରକାରଙ୍କ ଦାୟିତ୍ୱ । ଏଥିସହ ବିଦ୍ୟାଳୟ ପରିଚାଳନା କମିଟିରେ ଅଭିଭାବକଙ୍କ ପ୍ରତିନିଧିତ୍ୱ ରହିବା ଆବଶ୍ୟକ । ସମାଜର ପ୍ରତ୍ୟେକ ବର୍ଗ ଏ ଦିଗରେ ସହଯୋଗ କଲେ ହିଁ ଶିକ୍ଷାର ଅଧିକାର ପ୍ରକୃତ ଅର୍ଥରେ ସଫଳ ହୋଇପାରିବ ।: [760, 1370, 1124, 1461]
- solution-cell: 9: [335, 2275, 349, 2288]
- pashuseba-col1: ପଶୁପାଳନକୁ ନେଇ ଆମ ଦେଶରେ ଏକ ସ୍ୱତନ୍ତ୍ର ଧାରଣା ରହିଛି । ପ୍ରାଚୀନ କାଳରୁ ପଶୁମାନେ ମଣିଷର ସାଥୀ ଭାବେ ରହିଆସିଛନ୍ତି । ଆଜିର ସମୟରେ ପଶୁସେବା କେବଳ ଏକ ସଖ ନୁହେଁ, ବରଂ ଏକ ସମ୍ମାନଜନକ ବୃତ୍ତି ଭାବେ ଉଭା ହୋଇଛି । ପଶୁ ଚିକିତ୍ସକ, ପଶୁ ପରିଚାଳକ, ପ୍ରଶିକ୍ଷକ ଓ ସଂରକ୍ଷଣବାଦୀ ଭଳି ଅନେକ କ୍ଷେତ୍ରରେ ଯୁବକଯୁବତୀମାନେ ନିଜର ଭବିଷ୍ୟତ ଗଢ଼ିପାରିବେ । • ପଶୁ ଚିକିତ୍ସା: ଏହା ସବୁଠାରୁ ଲୋକପ୍ରିୟ କ୍ଷେତ୍ର । ଏଥିପାଇଁ ସ୍ୱତନ୍ତ୍ର ଡିଗ୍ରୀ ଆବଶ୍ୟକ । • ପଶୁ ଆଶ୍ରୟସ୍ଥଳ ପରିଚାଳନା: ଅସହାୟ ପଶୁଙ୍କ ପାଇଁ ଆଶ୍ରୟସ୍ଥଳ ଚଳାଇବା ଏକ ସେବାମୂଳକ କାର୍ଯ୍ୟ । ଏଥିରେ ଧୈର୍ଯ୍ୟ ଓ ଦୟା ଆବଶ୍ୟକ ।: [386, 210, 626, 472]
- temple-image: [167, 461, 369, 563]
- pratibimbara-label-box: [686, 1280, 896, 1360]
- jila-diary-label-box: [4, 460, 166, 502]
- solution-cell: 1: [223, 2210, 237, 2223]
- sudoku-cell[interactable]: 9: [286, 2080, 323, 2117]
- sudoku-row: [23, 1817, 360, 1854]
- sudoku-cell[interactable]: [323, 1817, 360, 1854]
- sudoku-solution-grid: [222, 2196, 349, 2314]
- jila-diary-section: [4, 398, 368, 1404]
- sudoku-credit: © Puzzles by Pappocom: [16, 1780, 137, 1791]
- pashuseba-headline: ପଶୁସେବାରେ ବୃତ୍ତିର ବିବିଧତା: [410, 129, 1098, 199]
